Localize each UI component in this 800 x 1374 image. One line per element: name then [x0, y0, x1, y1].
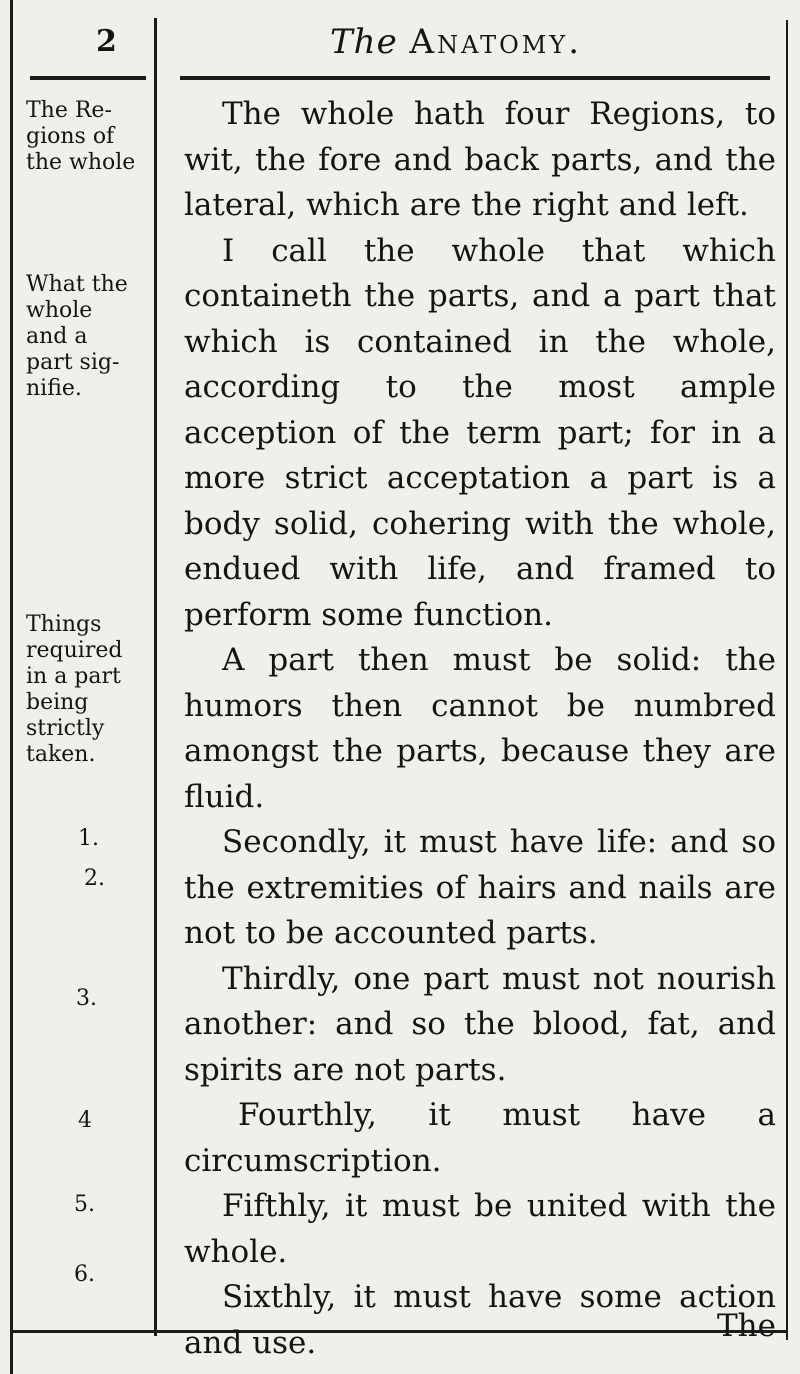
paragraph-action: Sixthly, it must have some action and use.	[184, 1279, 776, 1361]
paragraph-life: Secondly, it must have life: and so the extremities of hairs and nails are not to be accounted parts.	[184, 824, 776, 951]
margin-number-3: 3.	[76, 986, 97, 1011]
paragraph-united: Fifthly, it must be united with the whole.	[184, 1188, 776, 1270]
margin-note-things-required: Things required in a part being strictly taken.	[26, 612, 123, 767]
header-rule-main	[180, 76, 770, 80]
paragraph-circumscription: Fourthly, it must have a circumscription.	[184, 1097, 776, 1179]
running-head-title: Anatomy.	[409, 22, 582, 62]
running-head-the: The	[330, 22, 398, 62]
margin-column-rule	[154, 18, 157, 1336]
paragraph-regions: The whole hath four Regions, to wit, the fore and back parts, and the lateral, which are the right and left.	[184, 96, 776, 223]
body-text	[184, 92, 776, 1366]
running-head	[330, 22, 582, 62]
margin-number-4: 4	[78, 1108, 92, 1133]
paragraph-solid: A part then must be solid: the humors then cannot be numbred amongst the parts, because they are fluid.	[184, 642, 776, 815]
page-number: 2	[96, 24, 117, 59]
margin-number-2: 2.	[84, 866, 105, 891]
paragraph-nourish: Thirdly, one part must not nourish another: and so the blood, fat, and spirits are not parts.	[184, 960, 776, 1088]
paragraph-whole-and-part: I call the whole that which containeth the parts, and a part that which is contained in the whole, according to the most ample acception of the term part; for in a more strict acceptation a part is a body solid, cohering with the whole, endued with life, and framed to perform some function.	[184, 232, 776, 633]
margin-number-6: 6.	[74, 1262, 95, 1287]
header-rule-margin	[30, 76, 146, 80]
left-border-rule	[10, 0, 13, 1374]
margin-note-regions: The Re-gions of the whole	[26, 98, 136, 175]
margin-number-5: 5.	[74, 1192, 95, 1217]
catchword: The	[717, 1308, 776, 1344]
margin-number-1: 1.	[78, 826, 99, 851]
margin-note-whole-and-part: What the whole and a part sig-nifie.	[26, 272, 128, 401]
right-border-rule	[786, 20, 788, 1340]
